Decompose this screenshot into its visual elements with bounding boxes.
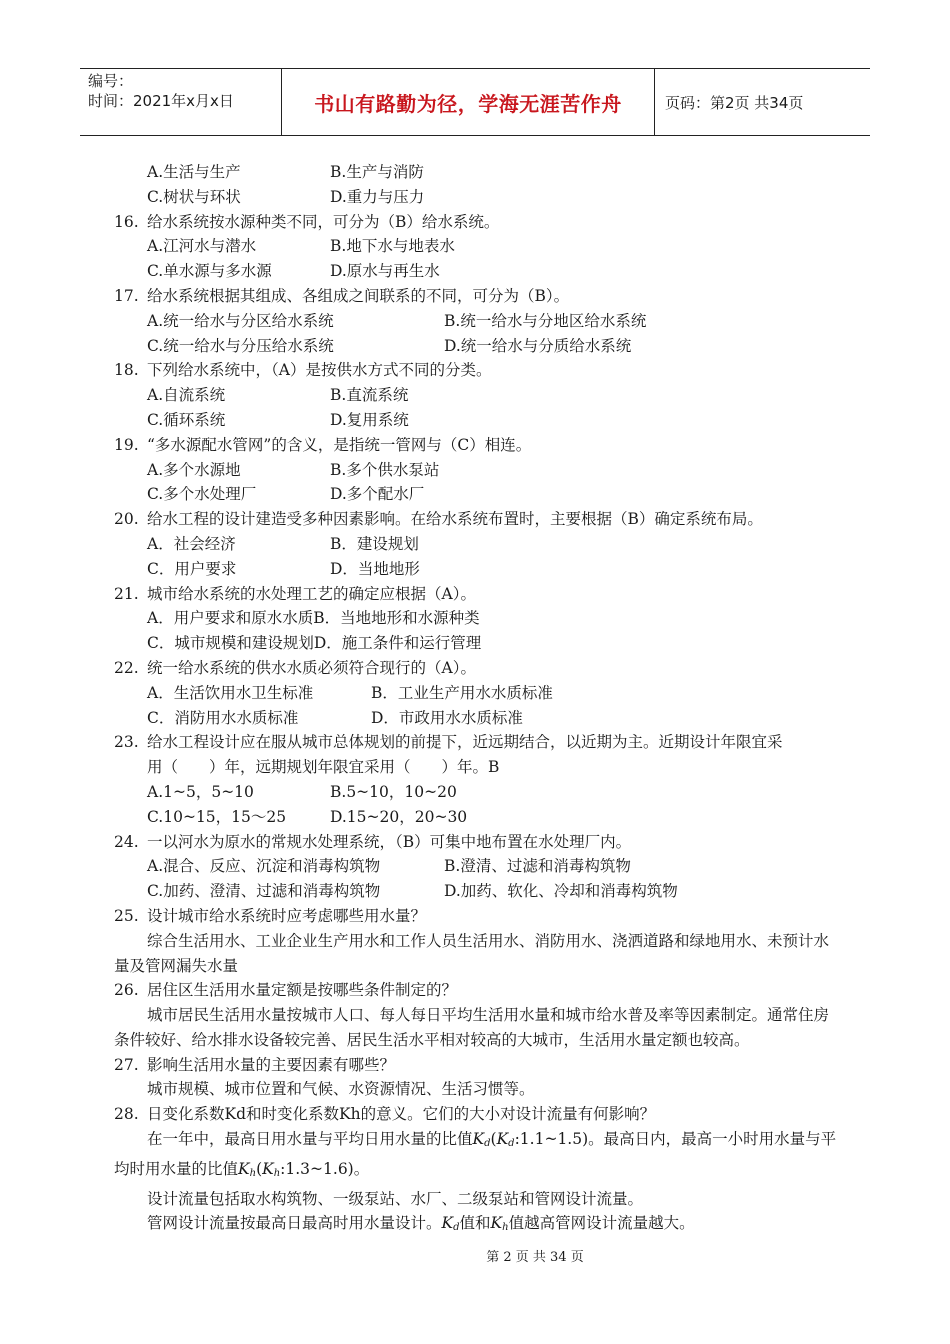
q19-options-cd: [114, 482, 854, 507]
q25-number: 25.: [114, 906, 139, 925]
q20-options-ab: [114, 532, 854, 557]
q22-option-a: A．生活饮用水卫生标准: [147, 683, 314, 702]
document-body: [114, 160, 854, 1236]
q23-option-b: B.5~10，10~20: [330, 782, 457, 801]
q28-ans1-d: :1.3~1.6)。: [280, 1159, 370, 1178]
q16-option-a: A.江河水与潜水: [147, 237, 257, 256]
q22-option-c: C．消防用水水质标准: [147, 708, 299, 727]
q24-option-b: B.澄清、过滤和消毒构筑物: [444, 857, 631, 876]
q26-question: [114, 978, 854, 1003]
q22-options-ab: [114, 681, 854, 706]
q23-options-ab: [114, 780, 854, 805]
q16-number: 16.: [114, 212, 139, 231]
kd-symbol-2: $K_d$: [496, 1130, 515, 1150]
q26-number: 26.: [114, 981, 139, 1000]
q24-question: [114, 830, 854, 855]
q20-question: [114, 507, 854, 532]
q24-option-a: A.混合、反应、沉淀和消毒构筑物: [147, 857, 381, 876]
q18-text: 下列给水系统中，（A）是按供水方式不同的分类。: [147, 361, 492, 380]
q21-number: 21.: [114, 584, 139, 603]
q23-question-cont: [114, 755, 854, 780]
q28-answer-2: 设计流量包括取水构筑物、一级泵站、水厂、二级泵站和管网设计流量。: [147, 1189, 644, 1208]
q28-ans3-a: 管网设计流量按最高日最高时用水量设计。: [147, 1214, 442, 1233]
q17-options-ab: [114, 309, 854, 334]
q28-ans3-c: 值越高管网设计流量越大。: [508, 1214, 695, 1233]
q15-options-cd: [114, 185, 854, 210]
q16-option-b: B.地下水与地表水: [330, 237, 455, 256]
q23-question: [114, 730, 854, 755]
q23-text-line2: 用（ ）年，远期规划年限宜采用（ ）年。B: [147, 758, 500, 777]
kh-symbol-2: $K_h$: [262, 1159, 281, 1179]
q20-options-cd: [114, 557, 854, 582]
q17-option-d: D.统一给水与分质给水系统: [444, 336, 632, 355]
q28-ans1-a: 在一年中，最高日用水量与平均日用水量的比值: [147, 1130, 473, 1149]
q28-text: 日变化系数Kd和时变化系数Kh的意义。它们的大小对设计流量有何影响？: [147, 1105, 656, 1124]
q24-option-c: C.加药、澄清、过滤和消毒构筑物: [147, 882, 381, 901]
q21-text: 城市给水系统的水处理工艺的确定应根据（A）。: [147, 584, 476, 603]
q22-options-cd: [114, 706, 854, 731]
q23-options-cd: [114, 805, 854, 830]
q18-option-c: C.循环系统: [147, 410, 226, 429]
q18-number: 18.: [114, 361, 139, 380]
q21-option-cd: C．城市规模和建设规划D．施工条件和运行管理: [147, 634, 482, 653]
q20-option-c: C．用户要求: [147, 559, 237, 578]
q19-option-d: D.多个配水厂: [330, 485, 425, 504]
page-header: [80, 68, 870, 136]
kd-symbol-3: $K_d$: [441, 1214, 460, 1234]
q22-option-b: B．工业生产用水水质标准: [371, 683, 553, 702]
q16-option-d: D.原水与再生水: [330, 262, 440, 281]
q18-question: [114, 358, 854, 383]
q15-option-a: A.生活与生产: [147, 163, 241, 181]
q28-number: 28.: [114, 1105, 139, 1124]
kh-symbol: $K_h$: [238, 1159, 257, 1179]
q19-question: [114, 433, 854, 458]
q17-number: 17.: [114, 286, 139, 305]
q18-option-d: D.复用系统: [330, 410, 409, 429]
q28-ans1-b: :1.1~1.5)。最高日内，最高一小时用水量: [514, 1130, 806, 1149]
q24-option-d: D.加药、软化、冷却和消毒构筑物: [444, 882, 678, 901]
q25-text: 设计城市给水系统时应考虑哪些用水量？: [147, 906, 427, 925]
q24-number: 24.: [114, 832, 139, 851]
q28-question: [114, 1102, 854, 1127]
q23-option-d: D.15~20，20~30: [330, 807, 468, 826]
q17-option-b: B.统一给水与分地区给水系统: [444, 311, 647, 330]
q20-option-a: A．社会经济: [147, 534, 236, 553]
q20-number: 20.: [114, 510, 139, 529]
q16-options-ab: [114, 234, 854, 259]
q15-options-ab: [114, 160, 854, 185]
q22-number: 22.: [114, 658, 139, 677]
date-label: 时间：2021年x月x日: [88, 92, 234, 110]
q27-number: 27.: [114, 1055, 139, 1074]
q27-answer: 城市规模、城市位置和气候、水资源情况、生活习惯等。: [147, 1080, 535, 1099]
q27-answer-line: [114, 1077, 854, 1102]
q28-ans3-b: 值和: [459, 1214, 491, 1233]
q15-option-b: B.生产与消防: [330, 163, 424, 181]
q27-text: 影响生活用水量的主要因素有哪些？: [147, 1055, 396, 1074]
q17-question: [114, 284, 854, 309]
q23-option-c: C.10~15，15～25: [147, 807, 287, 826]
q28-ans1-c: 与平均时用水量的比值: [114, 1130, 837, 1178]
q26-text: 居住区生活用水量定额是按哪些条件制定的？: [147, 981, 458, 1000]
q24-options-ab: [114, 854, 854, 879]
q19-text: “多水源配水管网”的含义，是指统一管网与（C）相连。: [147, 435, 532, 454]
page-footer: 第 2 页 共 34 页: [486, 1250, 584, 1265]
q23-number: 23.: [114, 733, 139, 752]
q17-options-cd: [114, 334, 854, 359]
q26-answer: 城市居民生活用水量按城市人口、每人每日平均生活用水量和城市给水普及率等因素制定。通常住房条件较好、给水排水设备较完善、居民生活水平相对较高的大城市，生活用水量定额也较高。: [114, 1006, 830, 1049]
q18-options-cd: [114, 408, 854, 433]
q19-option-c: C.多个水处理厂: [147, 485, 257, 504]
q16-question: [114, 210, 854, 235]
q17-text: 给水系统根据其组成、各组成之间联系的不同，可分为（B）。: [147, 286, 570, 305]
header-meta: [80, 69, 282, 135]
q28-answer-1: 在一年中，最高日用水量与平均日用水量的比值$K_d(K_d:1.1\sim 1.5)$。最高日内，最高一小时用水量与平均时用水量的比值$K_h(K_h:1.3\sim 1.6)$。: [114, 1130, 837, 1179]
q21-option-ab: A．用户要求和原水水质B．当地地形和水源种类: [147, 609, 480, 628]
q19-number: 19.: [114, 435, 139, 454]
q23-text-line1: 给水工程设计应在服从城市总体规划的前提下，近远期结合，以近期为主。近期设计年限宜采: [147, 733, 783, 752]
q15-option-d: D.重力与压力: [330, 187, 425, 206]
q22-option-d: D．市政用水水质标准: [371, 708, 523, 727]
q24-text: 一以河水为原水的常规水处理系统，（B）可集中地布置在水处理厂内。: [147, 832, 632, 851]
q19-option-a: A.多个水源地: [147, 460, 241, 479]
page-label: 页码：第2页 共34页: [665, 93, 804, 112]
q24-options-cd: [114, 879, 854, 904]
q17-option-a: A.统一给水与分区给水系统: [147, 311, 334, 330]
q25-answer: 综合生活用水、工业企业生产用水和工作人员生活用水、消防用水、浇洒道路和绿地用水、未预计水量及管网漏失水量: [114, 931, 830, 975]
q21-options-ab: [114, 606, 854, 631]
q19-option-b: B.多个供水泵站: [330, 460, 440, 479]
kh-symbol-3: $K_h$: [490, 1214, 509, 1234]
q16-option-c: C.单水源与多水源: [147, 262, 272, 281]
q25-question: [114, 904, 854, 929]
q20-text: 给水工程的设计建造受多种因素影响。在给水系统布置时，主要根据（B）确定系统布局。: [147, 510, 763, 529]
q21-options-cd: [114, 631, 854, 656]
q22-question: [114, 656, 854, 681]
number-label: 编号：: [88, 72, 134, 90]
q15-option-c: C.树状与环状: [147, 187, 241, 206]
kd-symbol: $K_d$: [472, 1130, 491, 1150]
q23-option-a: A.1~5，5~10: [147, 782, 254, 801]
q18-option-b: B.直流系统: [330, 386, 409, 405]
q22-text: 统一给水系统的供水水质必须符合现行的（A）。: [147, 658, 476, 677]
q18-options-ab: [114, 383, 854, 408]
q20-option-d: D．当地地形: [330, 559, 420, 578]
q28-answer-2-line: [114, 1187, 854, 1212]
q19-options-ab: [114, 458, 854, 483]
q17-option-c: C.统一给水与分压给水系统: [147, 336, 334, 355]
motto: 书山有路勤为径，学海无涯苦作舟: [282, 69, 655, 135]
q18-option-a: A.自流系统: [147, 386, 226, 405]
q21-question: [114, 582, 854, 607]
q16-options-cd: [114, 259, 854, 284]
q27-question: [114, 1053, 854, 1078]
q20-option-b: B．建设规划: [330, 534, 419, 553]
q28-answer-3-line: [114, 1211, 854, 1236]
q16-text: 给水系统按水源种类不同，可分为（B）给水系统。: [147, 212, 500, 231]
